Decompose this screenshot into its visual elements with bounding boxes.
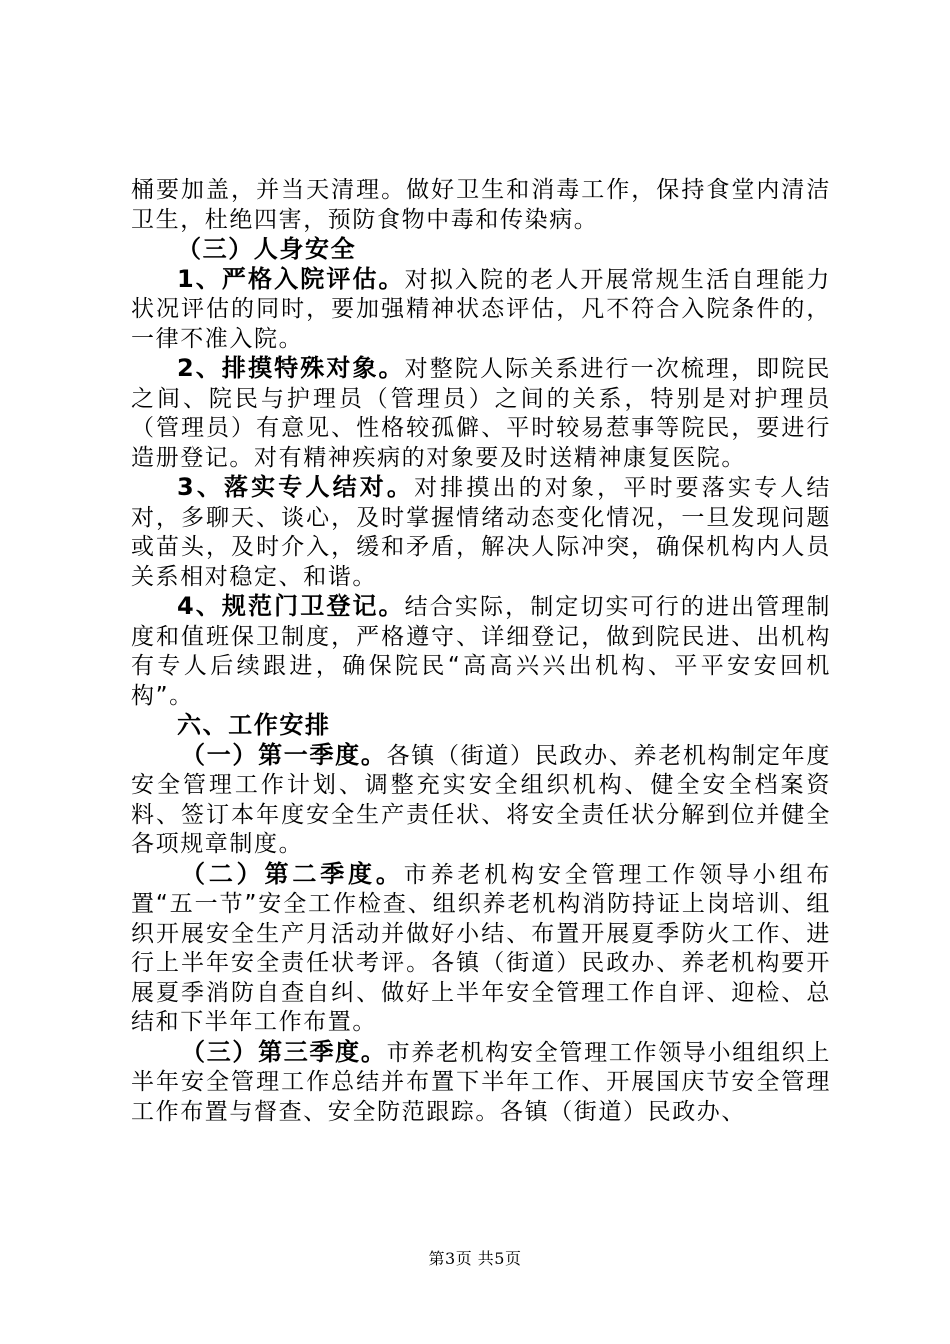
item-lead: 4、规范门卫登记。 <box>177 592 405 620</box>
heading-work-plan: 六、工作安排 <box>177 711 331 739</box>
item-body: 结合实际，制定切实可行的进出管理制度和值班保卫制度，严格遵守、详细登记，做到院民进、出机构有专人后续跟进，确保院民“高高兴兴出机构、平平安安回机构”。 <box>131 594 831 709</box>
item-lead: 3、落实专人结对。 <box>177 473 415 501</box>
item-body: 市养老机构安全管理工作领导小组布置“五一节”安全工作检查、组织养老机构消防持证上岗培训、组织开展安全生产月活动并做好小结、布置开展夏季防火工作、进行上半年安全责任状考评。各镇（街道）民政办、养老机构要开展夏季消防自查自纠、做好上半年安全管理工作自评、迎检、总结和下半年工作布置。 <box>131 861 831 1035</box>
item-body: 市养老机构安全管理工作领导小组组织上半年安全管理工作总结并布置下半年工作、开展国庆节安全管理工作布置与督查、安全防范跟踪。各镇（街道）民政办、 <box>131 1039 831 1125</box>
paragraph-special-subjects <box>131 354 831 473</box>
item-body: 对排摸出的对象，平时要落实专人结对，多聊天、谈心，及时掌握情绪动态变化情况，一旦发现问题或苗头，及时介入，缓和矛盾，解决人际冲突，确保机构内人员关系相对稳定、和谐。 <box>131 475 831 590</box>
item-lead: （一）第一季度。 <box>181 740 387 769</box>
paragraph-gate-registration <box>131 592 831 711</box>
item-lead: （三）第三季度。 <box>181 1037 387 1066</box>
paragraph-admission-assessment <box>131 265 831 355</box>
paragraph-second-quarter <box>131 860 831 1038</box>
paragraph-dedicated-pairing <box>131 473 831 592</box>
item-body: 对拟入院的老人开展常规生活自理能力状况评估的同时，要加强精神状态评估，凡不符合入院条件的，一律不准入院。 <box>131 266 831 352</box>
page-number-footer: 第3页 共5页 <box>428 1249 522 1268</box>
item-lead: （二）第二季度。 <box>181 859 404 888</box>
item-body: 各镇（街道）民政办、养老机构制定年度安全管理工作计划、调整充实安全组织机构、健全安全档案资料、签订本年度安全生产责任状、将安全责任状分解到位并健全各项规章制度。 <box>131 742 831 857</box>
paragraph-first-quarter <box>131 741 831 860</box>
paragraph-third-quarter <box>131 1038 831 1128</box>
item-lead: 2、排摸特殊对象。 <box>177 354 405 382</box>
item-lead: 1、严格入院评估。 <box>177 264 405 293</box>
heading-personal-safety: （三）人身安全 <box>177 235 357 263</box>
document-body <box>131 176 831 1127</box>
item-body: 对整院人际关系进行一次梳理，即院民之间、院民与护理员（管理员）之间的关系，特别是对护理员（管理员）有意见、性格较孤僻、平时较易惹事等院民，要进行造册登记。对有精神疾病的对象要及时送精神康复医院。 <box>131 356 831 471</box>
paragraph-sanitation-continued: 桶要加盖，并当天清理。做好卫生和消毒工作，保持食堂内清洁卫生，杜绝四害，预防食物中毒和传染病。 <box>131 177 831 233</box>
